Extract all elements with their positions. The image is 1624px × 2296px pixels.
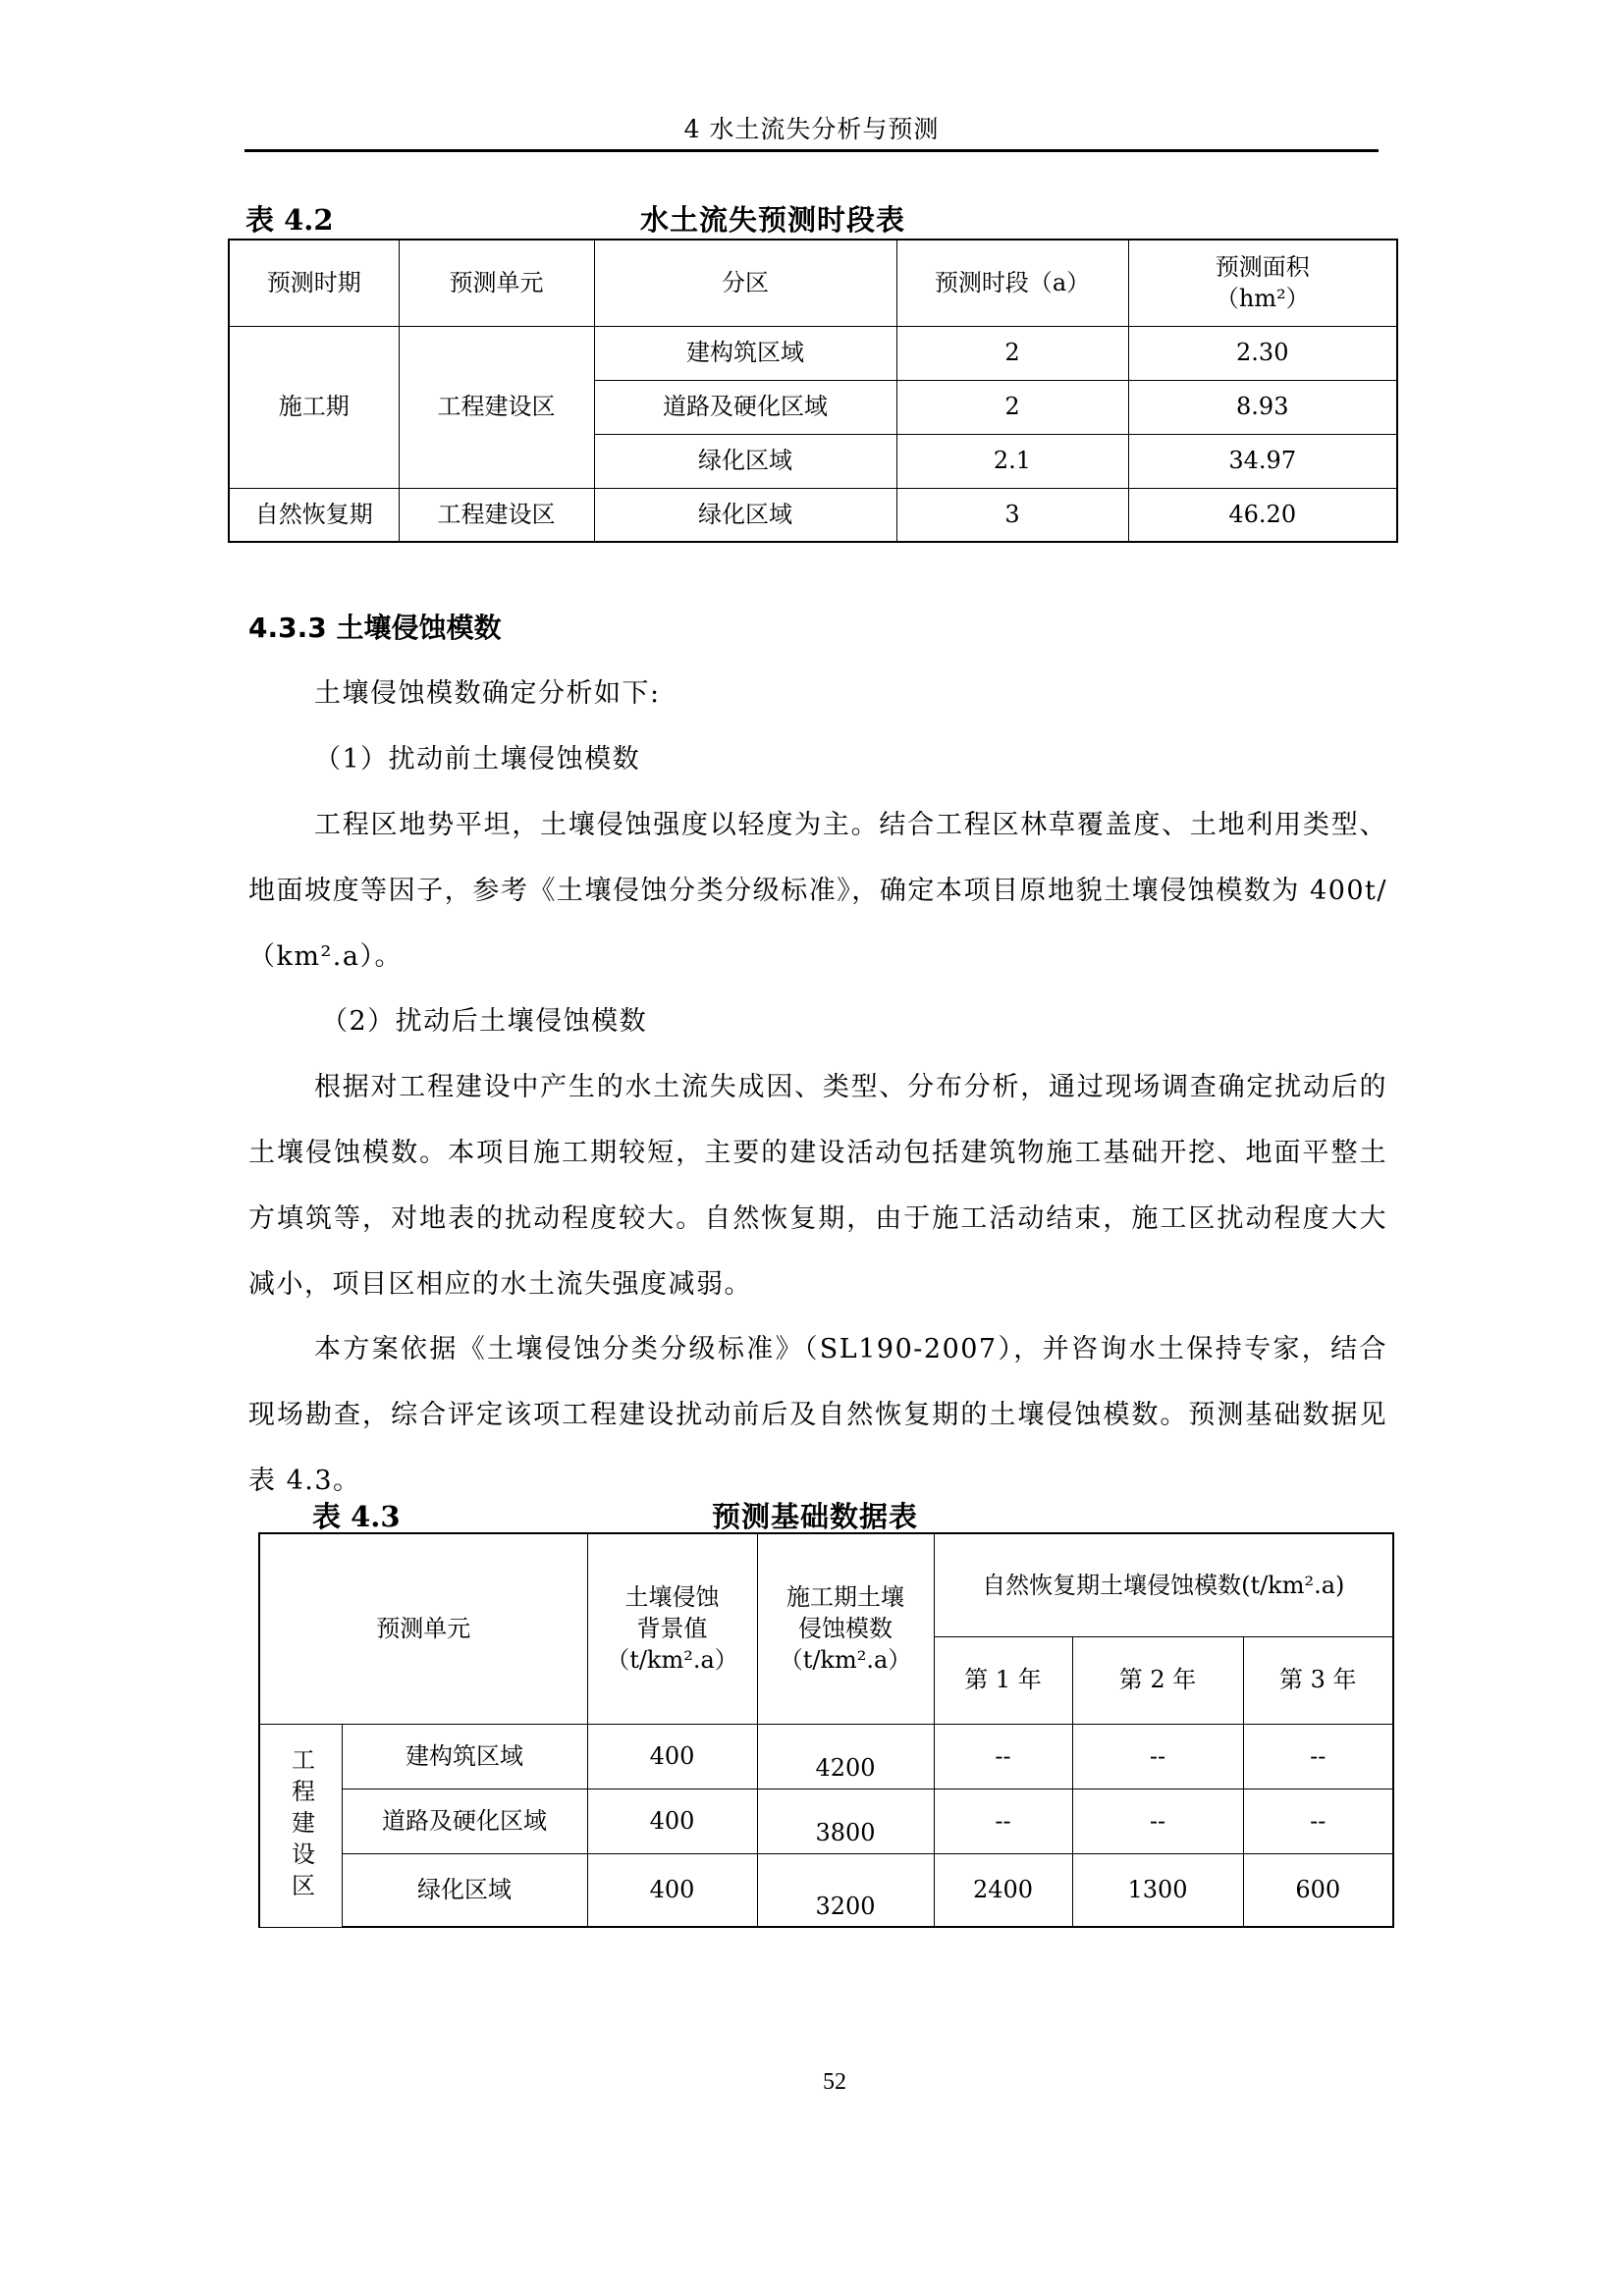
duration-cell: 2.1 bbox=[896, 434, 1128, 488]
construction-cell: 3200 bbox=[757, 1853, 934, 1927]
duration-cell: 2 bbox=[896, 326, 1128, 380]
year1-cell: -- bbox=[934, 1724, 1072, 1789]
table-header-row bbox=[259, 1533, 1393, 1636]
table-4-2 bbox=[228, 239, 1398, 543]
subheading-after-disturbance: （2）扰动后土壤侵蚀模数 bbox=[321, 1006, 648, 1037]
year1-cell: 2400 bbox=[934, 1853, 1072, 1927]
period-cell: 施工期 bbox=[229, 326, 399, 488]
table-header-row bbox=[229, 240, 1397, 326]
year3-cell: 600 bbox=[1243, 1853, 1393, 1927]
table-4-2-title: 水土流失预测时段表 bbox=[640, 203, 906, 237]
zone-cell: 道路及硬化区域 bbox=[594, 380, 896, 434]
col-header-year-1: 第 1 年 bbox=[934, 1636, 1072, 1724]
col-header-area-line1: 预测面积 bbox=[1215, 252, 1310, 281]
col-header-construction-line1: 施工期土壤 bbox=[786, 1582, 904, 1611]
zone-cell: 绿化区域 bbox=[594, 488, 896, 542]
col-header-background-line1: 土壤侵蚀 bbox=[624, 1582, 720, 1611]
zone-cell: 道路及硬化区域 bbox=[342, 1789, 587, 1853]
col-header-zone: 分区 bbox=[594, 240, 896, 326]
area-cell: 46.20 bbox=[1128, 488, 1397, 542]
table-row bbox=[259, 1789, 1393, 1853]
background-cell: 400 bbox=[587, 1724, 757, 1789]
table-4-3 bbox=[258, 1532, 1394, 1928]
col-header-area bbox=[1128, 240, 1397, 326]
duration-cell: 3 bbox=[896, 488, 1128, 542]
col-header-recovery: 自然恢复期土壤侵蚀模数(t/km².a) bbox=[934, 1533, 1393, 1636]
unit-cell: 工程建设区 bbox=[399, 488, 594, 542]
section-heading: 4.3.3 土壤侵蚀模数 bbox=[248, 612, 502, 644]
table-4-3-number: 表 4.3 bbox=[312, 1500, 401, 1533]
duration-cell: 2 bbox=[896, 380, 1128, 434]
paragraph-after-disturbance: 根据对工程建设中产生的水土流失成因、类型、分布分析，通过现场调查确定扰动后的土壤侵蚀模数。本项目施工期较短，主要的建设活动包括建筑物施工基础开挖、地面平整土方填筑等，对地表的扰动程度较大。自然恢复期，由于施工活动结束，施工区扰动程度大大减小，项目区相应的水土流失强度减弱。 bbox=[248, 1072, 1387, 1300]
table-row bbox=[259, 1853, 1393, 1927]
col-header-year-3: 第 3 年 bbox=[1243, 1636, 1393, 1724]
year3-cell: -- bbox=[1243, 1789, 1393, 1853]
construction-cell: 4200 bbox=[757, 1724, 934, 1789]
construction-cell: 3800 bbox=[757, 1789, 934, 1853]
table-4-2-number: 表 4.2 bbox=[245, 203, 334, 237]
col-header-period: 预测时期 bbox=[229, 240, 399, 326]
col-header-construction-line2: 侵蚀模数 bbox=[798, 1615, 893, 1643]
table-row bbox=[259, 1724, 1393, 1789]
table-row bbox=[229, 488, 1397, 542]
col-header-area-unit: （hm²） bbox=[1215, 285, 1310, 313]
col-header-duration: 预测时段（a） bbox=[896, 240, 1128, 326]
zone-cell: 绿化区域 bbox=[342, 1853, 587, 1927]
page-number: 52 bbox=[823, 2069, 846, 2095]
col-header-year-2: 第 2 年 bbox=[1072, 1636, 1243, 1724]
col-header-unit: 预测单元 bbox=[399, 240, 594, 326]
period-cell: 自然恢复期 bbox=[229, 488, 399, 542]
background-cell: 400 bbox=[587, 1853, 757, 1927]
group-label-cell: 工程建设区 bbox=[259, 1724, 342, 1927]
col-header-construction bbox=[757, 1533, 934, 1724]
paragraph-basis: 本方案依据《土壤侵蚀分类分级标准》（SL190-2007），并咨询水土保持专家，结合现场勘查，综合评定该项工程建设扰动前后及自然恢复期的土壤侵蚀模数。预测基础数据见表 4.3。 bbox=[248, 1334, 1387, 1496]
year3-cell: -- bbox=[1243, 1724, 1393, 1789]
col-header-background bbox=[587, 1533, 757, 1724]
subheading-before-disturbance: （1）扰动前土壤侵蚀模数 bbox=[314, 744, 641, 774]
running-header: 4 水土流失分析与预测 bbox=[683, 115, 940, 143]
year2-cell: -- bbox=[1072, 1789, 1243, 1853]
col-header-background-unit: （t/km².a） bbox=[606, 1646, 738, 1675]
paragraph-intro: 土壤侵蚀模数确定分析如下: bbox=[314, 678, 661, 709]
area-cell: 8.93 bbox=[1128, 380, 1397, 434]
table-4-3-title: 预测基础数据表 bbox=[712, 1500, 919, 1533]
year2-cell: 1300 bbox=[1072, 1853, 1243, 1927]
year1-cell: -- bbox=[934, 1789, 1072, 1853]
header-rule bbox=[244, 149, 1379, 152]
zone-cell: 绿化区域 bbox=[594, 434, 896, 488]
col-header-unit: 预测单元 bbox=[259, 1533, 587, 1724]
table-row bbox=[229, 326, 1397, 380]
zone-cell: 建构筑区域 bbox=[594, 326, 896, 380]
background-cell: 400 bbox=[587, 1789, 757, 1853]
area-cell: 34.97 bbox=[1128, 434, 1397, 488]
year2-cell: -- bbox=[1072, 1724, 1243, 1789]
area-cell: 2.30 bbox=[1128, 326, 1397, 380]
col-header-construction-unit: （t/km².a） bbox=[779, 1646, 912, 1675]
paragraph-before-disturbance: 工程区地势平坦，土壤侵蚀强度以轻度为主。结合工程区林草覆盖度、土地利用类型、地面坡度等因子，参考《土壤侵蚀分类分级标准》，确定本项目原地貌土壤侵蚀模数为 400t/（km².a）。 bbox=[248, 810, 1387, 972]
col-header-background-line2: 背景值 bbox=[636, 1615, 708, 1643]
unit-cell: 工程建设区 bbox=[399, 326, 594, 488]
zone-cell: 建构筑区域 bbox=[342, 1724, 587, 1789]
